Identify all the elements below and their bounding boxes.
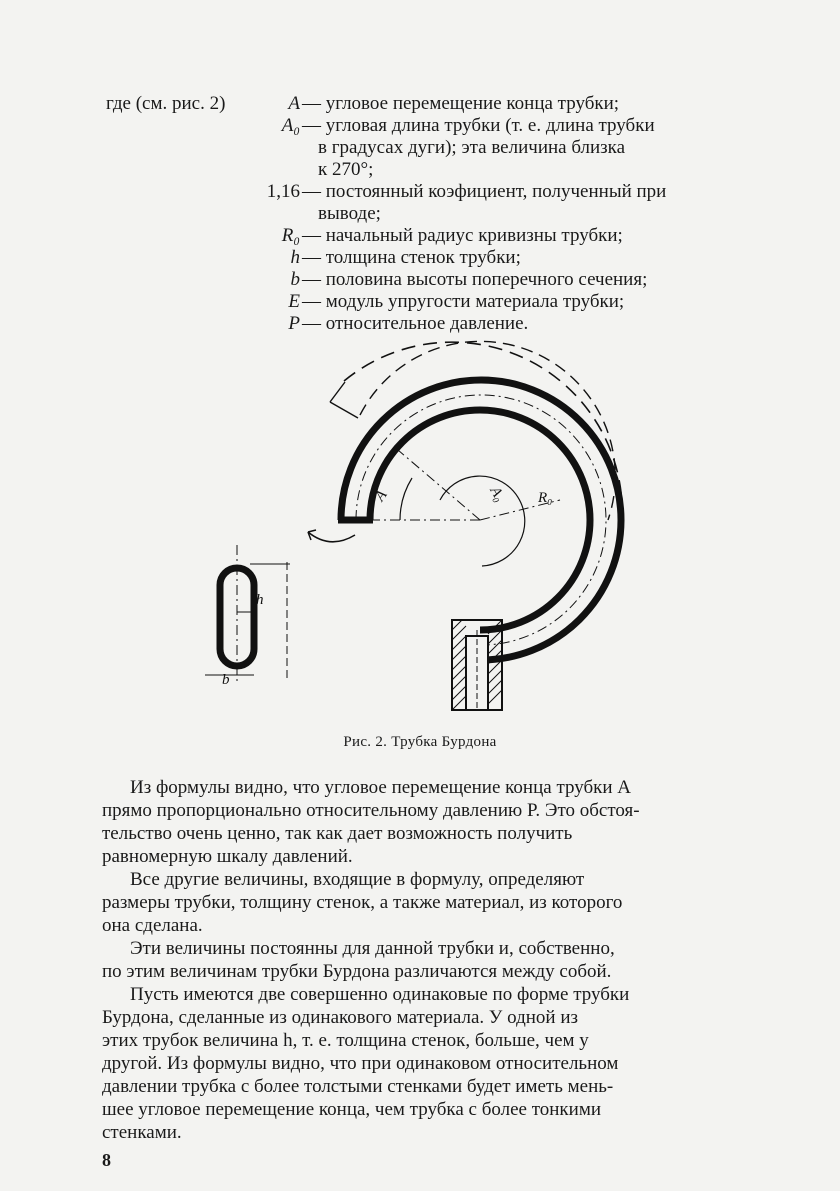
initial-end-top xyxy=(330,382,345,402)
definitions-lead: где (см. рис. 2) xyxy=(106,93,226,114)
label-a0: A₀ xyxy=(486,484,508,505)
paragraph-line: Все другие величины, входящие в формулу, определяют xyxy=(130,869,585,890)
page-number: 8 xyxy=(102,1150,111,1170)
paragraph-line: тельство очень ценно, так как дает возможность получить xyxy=(102,823,573,844)
label-r0: R₀ xyxy=(538,490,553,506)
definition-symbol: P xyxy=(288,313,300,334)
figure-caption: Рис. 2. Трубка Бурдона xyxy=(343,734,497,750)
initial-end-left xyxy=(330,402,358,418)
paragraph-line: по этим величинам трубки Бурдона различаются между собой. xyxy=(102,961,612,982)
paragraph-line: равномерную шкалу давлений. xyxy=(102,846,353,867)
radius-diagonal xyxy=(398,450,480,520)
definition-text: — угловая длина трубки (т. е. длина трубки xyxy=(302,115,655,136)
definition-symbol: E xyxy=(288,291,300,312)
definition-text: — начальный радиус кривизны трубки; xyxy=(302,225,623,246)
definition-continuation: выводе; xyxy=(318,203,381,224)
cross-section xyxy=(205,545,290,685)
paragraph-line: Эти величины постоянны для данной трубки и, собственно, xyxy=(130,938,615,959)
definition-symbol: A₀ xyxy=(281,115,300,136)
paragraph-line: давлении трубка с более толстыми стенками будет иметь мень- xyxy=(102,1076,614,1097)
paragraph-line: Пусть имеются две совершенно одинаковые по форме трубки xyxy=(130,984,630,1005)
definition-continuation: к 270°; xyxy=(318,159,374,180)
paragraph-line: Из формулы видно, что угловое перемещение конца трубки A xyxy=(130,777,632,798)
initial-outer-arc xyxy=(344,342,622,520)
paragraph-line: Бурдона, сделанные из одинакового материала. У одной из xyxy=(102,1007,579,1028)
paragraph-line: стенками. xyxy=(102,1122,182,1143)
angle-a0-arc xyxy=(440,476,525,566)
definition-text: — модуль упругости материала трубки; xyxy=(302,291,625,312)
definition-text: — относительное давление. xyxy=(302,313,529,334)
definition-continuation: в градусах дуги); эта величина близка xyxy=(318,137,626,158)
label-h: h xyxy=(256,592,264,608)
definition-text: — угловое перемещение конца трубки; xyxy=(302,93,620,114)
label-a: A xyxy=(372,487,391,505)
paragraph-line: этих трубок величина h, т. е. толщина стенок, больше, чем у xyxy=(102,1030,589,1051)
definition-symbol: R₀ xyxy=(281,225,300,246)
definition-symbol: A xyxy=(288,93,300,114)
definition-symbol: 1,16 xyxy=(266,181,300,202)
label-b: b xyxy=(222,672,230,688)
definition-symbol: b xyxy=(290,269,300,290)
definition-text: — постоянный коэфициент, полученный при xyxy=(302,181,667,202)
angle-a-arc xyxy=(400,478,412,520)
definition-text: — толщина стенок трубки; xyxy=(302,247,521,268)
definition-text: — половина высоты поперечного сечения; xyxy=(302,269,648,290)
paragraph-line: размеры трубки, толщину стенок, а также материал, из которого xyxy=(102,892,623,913)
paragraph-line: шее угловое перемещение конца, чем трубка с более тонкими xyxy=(102,1099,602,1120)
paragraph-line: прямо пропорционально относительному давлению P. Это обстоя- xyxy=(102,800,640,821)
paragraph-line: она сделана. xyxy=(102,915,203,936)
paragraph-line: другой. Из формулы видно, что при одинаковом относительном xyxy=(102,1053,619,1074)
definition-symbol: h xyxy=(290,247,300,268)
rotation-arrow xyxy=(308,532,355,542)
bourdon-tube-figure xyxy=(190,330,650,730)
